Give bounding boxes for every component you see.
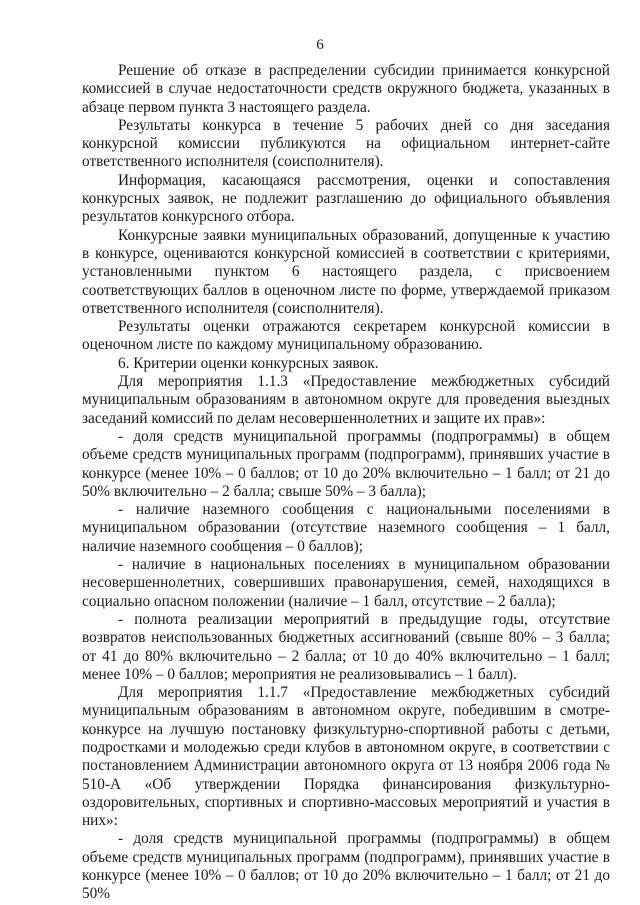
criterion-budget-share: - доля средств муниципальной программы (подпрограммы) в общем объеме средств муниципальных программ (подпрограмм), принявших участие в конкурсе (менее 10% – 0 баллов; от 10 до 20% включительно – 1 балл; от 21 до 50% включительно – 2 балла; свыше 50% – 3 балла);	[82, 427, 610, 500]
paragraph-results-publication: Результаты конкурса в течение 5 рабочих дней со дня заседания конкурсной комиссии публикуются на официальном интернет-сайте ответственного исполнителя (соисполнителя).	[82, 116, 610, 171]
page-number: 6	[316, 37, 324, 53]
section-heading-criteria: 6. Критерии оценки конкурсных заявок.	[118, 354, 379, 372]
criterion-implementation-completeness: - полнота реализации мероприятий в предыдущие годы, отсутствие возвратов неиспользованных бюджетных ассигнований (свыше 80% – 3 балла; от 41 до 80% включительно – 2 балла; от 10 до 40% включительно – 1 балл; менее 10% – 0 баллов; мероприятия не реализовывались – 1 балл).	[82, 610, 610, 683]
paragraph-measure-1-1-3: Для мероприятия 1.1.3 «Предоставление межбюджетных субсидий муниципальным образованиям в автономном округе для проведения выездных заседаний комиссий по делам несовершеннолетних и защите их прав»:	[82, 373, 610, 427]
paragraph-evaluation-sheet: Результаты оценки отражаются секретарем конкурсной комиссии в оценочном листе по каждому муниципальному образованию.	[82, 318, 610, 354]
paragraph-evaluation: Конкурсные заявки муниципальных образований, допущенные к участию в конкурсе, оцениваются конкурсной комиссией в соответствии с критериями, установленными пунктом 6 настоящего раздела, с присвоением соответствующих баллов в оценочном листе по форме, утверждаемой приказом ответственного исполнителя (соисполнителя).	[82, 226, 610, 317]
criterion-ground-connection: - наличие наземного сообщения с национальными поселениями в муниципальном образовании (отсутствие наземного сообщения – 1 балл, наличие наземного сообщения – 0 баллов);	[82, 501, 610, 555]
paragraph-measure-1-1-7: Для мероприятия 1.1.7 «Предоставление межбюджетных субсидий муниципальным образованиям в автономном округе, победившим в смотре-конкурсе на лучшую постановку физкультурно-спортивной работы с детьми, подростками и молодежью среди клубов в автономном округе, в соответствии с постановлением Администрации автономного округа от 13 ноября 2006 года № 510-А «Об утверждении Порядка финансирования физкультурно-оздоровительных, спортивных и спортивно-массовых мероприятий и участия в них»:	[82, 684, 610, 830]
paragraph-confidentiality: Информация, касающаяся рассмотрения, оценки и сопоставления конкурсных заявок, не подлежит разглашению до официального объявления результатов конкурсного отбора.	[82, 171, 610, 226]
document-body	[82, 62, 610, 904]
criterion-minors-families: - наличие в национальных поселениях в муниципальном образовании несовершеннолетних, совершивших правонарушения, семей, находящихся в социально опасном положении (наличие – 1 балл, отсутствие – 2 балла);	[82, 556, 610, 610]
criterion-budget-share-2: - доля средств муниципальной программы (подпрограммы) в общем объеме средств муниципальных программ (подпрограмм), принявших участие в конкурсе (менее 10% – 0 баллов; от 10 до 20% включительно – 1 балл; от 21 до 50%	[82, 830, 610, 903]
paragraph-refusal-decision: Решение об отказе в распределении субсидии принимается конкурсной комиссией в случае недостаточности средств окружного бюджета, указанных в абзаце первом пункта 3 настоящего раздела.	[82, 62, 610, 116]
